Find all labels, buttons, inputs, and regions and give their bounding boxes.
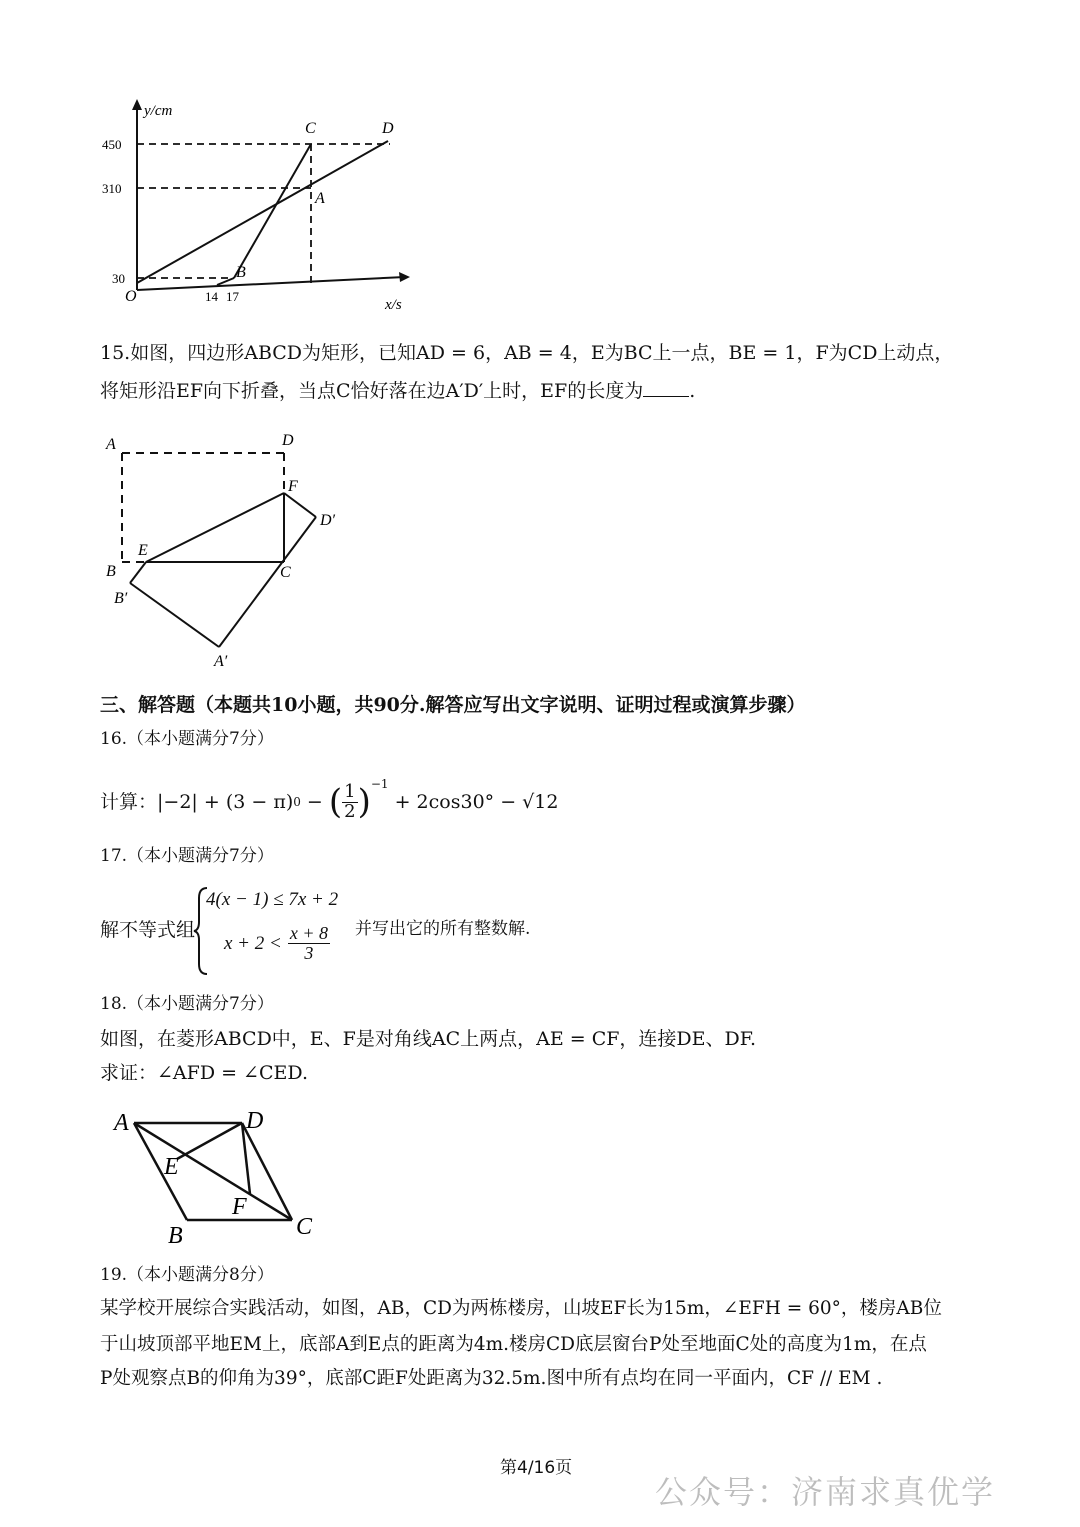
q16-paren-open: ( (328, 782, 343, 822)
q16-header: 16.（本小题满分7分） (100, 729, 274, 749)
page-number: 第4/16页 (500, 1458, 573, 1478)
q18-header: 18.（本小题满分7分） (100, 994, 274, 1014)
q15-fold-figure (100, 425, 360, 675)
fig15-label-b: B (106, 563, 116, 580)
fig18-label-a: A (114, 1110, 129, 1136)
fig15-label-d: D (282, 432, 294, 449)
fig18-label-d: D (246, 1108, 264, 1134)
x-axis-label: x/s (385, 297, 402, 313)
y-tick-30: 30 (112, 271, 125, 286)
line-a-prime-b-prime (130, 583, 219, 647)
q15-line2 (100, 380, 695, 401)
q16-paren-close: ) (357, 782, 371, 822)
q15-line2-end: . (689, 380, 696, 402)
q19-line3: P处观察点B的仰角为39°，底部C距F处距离为32.5m.图中所有点均在同一平面内，CF // EM . (100, 1368, 883, 1389)
watermark: 公众号：济南求真优学 (655, 1473, 996, 1511)
q17-ineq2-left: x + 2 < (224, 932, 282, 954)
side-ba (134, 1123, 187, 1220)
q16-prefix: 计算： (100, 790, 158, 813)
point-b-label: B (236, 264, 246, 281)
q17-header: 17.（本小题满分7分） (100, 846, 274, 866)
line-fd-prime (284, 493, 316, 517)
q17-prefix: 解不等式组 (100, 919, 196, 941)
fig18-label-f: F (232, 1194, 247, 1220)
q17-ineq2-den: 3 (304, 942, 314, 963)
line-ef (146, 493, 284, 562)
x-tick-14: 14 (205, 289, 218, 304)
q19-header: 19.（本小题满分8分） (100, 1265, 274, 1285)
fig15-label-a-prime: A′ (214, 653, 228, 670)
fig15-label-e: E (138, 542, 148, 559)
point-c-label: C (305, 120, 316, 137)
q17-inequality-2 (224, 924, 330, 963)
q16-exp0: 0 (293, 795, 301, 809)
y-tick-450: 450 (102, 137, 122, 152)
fig15-label-b-prime: B′ (114, 590, 128, 607)
q16-part2: + 2cos30° − √12 (388, 790, 559, 813)
line-od (137, 141, 388, 283)
point-d-label: D (382, 120, 394, 137)
line-d-prime-a-prime (219, 517, 316, 647)
q18-line2: 求证：∠AFD = ∠CED. (100, 1062, 308, 1084)
q17-inequality-1: 4(x − 1) ≤ 7x + 2 (206, 889, 339, 910)
x-tick-17: 17 (226, 289, 239, 304)
y-axis-arrow (132, 99, 142, 110)
q19-line2: 于山坡顶部平地EM上，底部A到E点的距离为4m.楼房CD底层窗台P处至地面C处的高度为1m，在点 (100, 1334, 927, 1355)
fig15-label-c: C (280, 564, 291, 581)
x-axis-arrow (399, 272, 410, 282)
line-b-prime-e (130, 562, 146, 583)
q17-ineq2-fraction (288, 924, 330, 963)
q16-expression (100, 776, 558, 828)
origin-label: O (125, 288, 137, 305)
q17-suffix: 并写出它的所有整数解. (355, 919, 531, 939)
q16-frac-den: 2 (344, 800, 356, 822)
point-a-label: A (315, 190, 325, 207)
q15-answer-blank (643, 380, 689, 397)
fig18-label-e: E (164, 1154, 179, 1180)
line-bc (217, 278, 234, 285)
q14-line-graph (100, 95, 430, 320)
q19-line1: 某学校开展综合实践活动，如图，AB，CD为两栋楼房，山坡EF长为15m，∠EFH = 60°，楼房AB位 (100, 1298, 942, 1319)
x-axis (137, 277, 405, 290)
fig15-label-a: A (106, 436, 116, 453)
line-bc-2 (234, 144, 311, 278)
q16-exp-neg1: −1 (370, 777, 389, 791)
fig15-label-f: F (288, 478, 298, 495)
fig18-label-b: B (168, 1223, 183, 1249)
q15-line1: 15.如图，四边形ABCD为矩形，已知AD = 6，AB = 4，E为BC上一点，BE = 1，F为CD上动点， (100, 342, 954, 364)
fig18-label-c: C (296, 1214, 313, 1240)
q18-rhombus-figure (100, 1100, 330, 1250)
y-tick-310: 310 (102, 181, 122, 196)
q15-line2-text: 将矩形沿EF向下折叠，当点C恰好落在边A′D′上时，EF的长度为 (100, 380, 644, 402)
q16-part1: |−2| + (3 − π) (157, 790, 294, 813)
fig15-label-d-prime: D′ (320, 512, 336, 529)
q16-frac-num: 1 (344, 780, 356, 802)
q18-line1: 如图，在菱形ABCD中，E、F是对角线AC上两点，AE = CF，连接DE、DF. (100, 1028, 757, 1050)
y-axis-label: y/cm (144, 103, 173, 119)
section3-heading: 三、解答题（本题共10小题，共90分.解答应写出文字说明、证明过程或演算步骤） (100, 694, 806, 716)
q16-fraction (342, 780, 357, 822)
q16-minus: − (300, 790, 329, 813)
q17-ineq2-num: x + 8 (289, 923, 328, 943)
segment-de (177, 1123, 242, 1159)
